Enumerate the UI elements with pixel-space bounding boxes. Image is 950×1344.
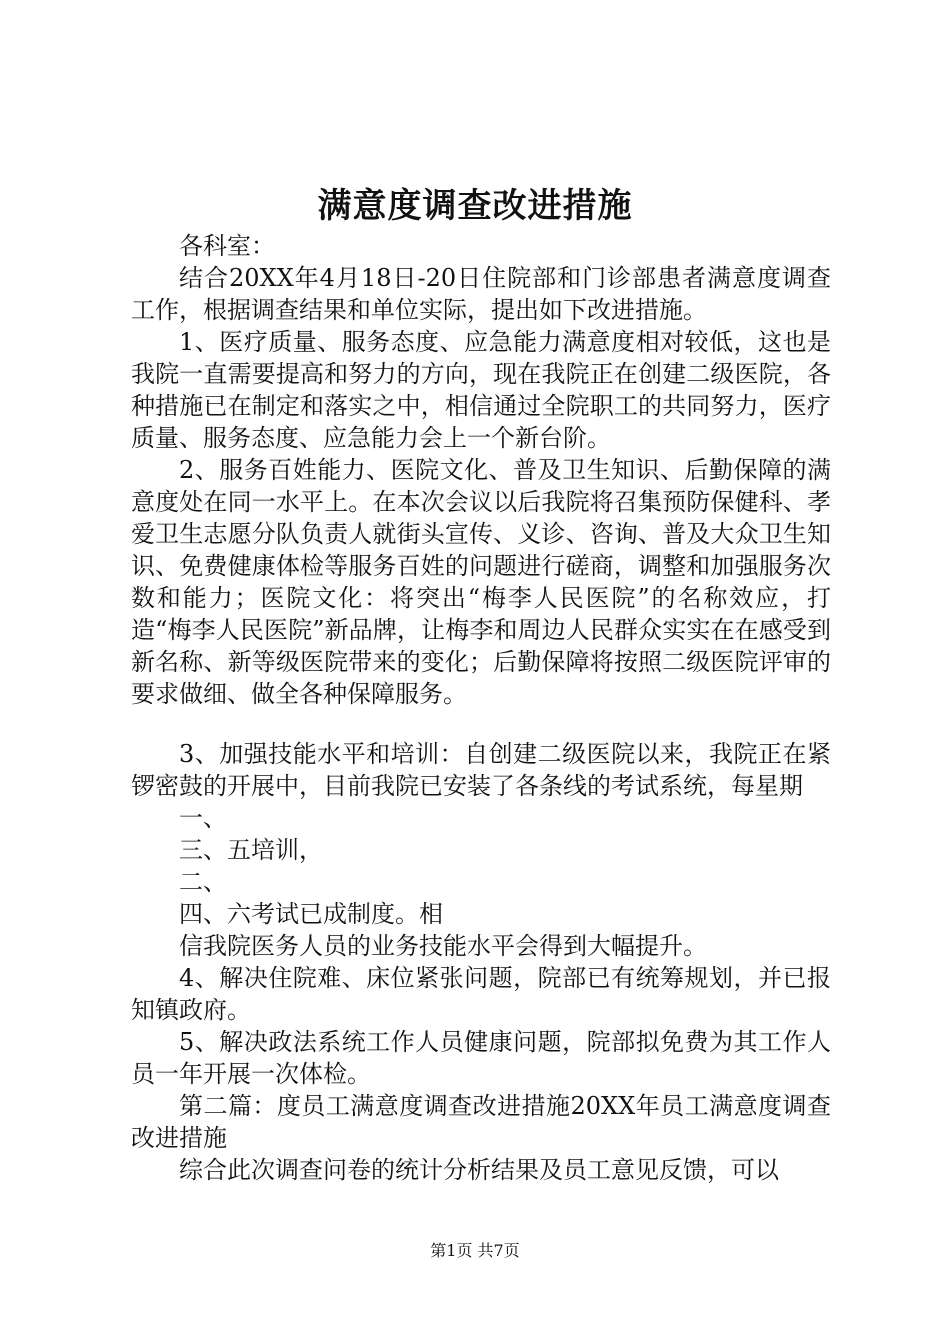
second-article-heading: 第二篇：度员工满意度调查改进措施20XX年员工满意度调查改进措施 <box>131 1092 831 1152</box>
paragraph-gap <box>131 710 831 738</box>
measure-3-paragraph: 3、加强技能水平和培训：自创建二级医院以来，我院正在紧锣密鼓的开展中，目前我院已安装了各条线的考试系统，每星期 <box>131 740 831 800</box>
schedule-line-5: 信我院医务人员的业务技能水平会得到大幅提升。 <box>179 932 707 960</box>
measure-5-paragraph: 5、解决政法系统工作人员健康问题，院部拟免费为其工作人员一年开展一次体检。 <box>131 1028 831 1088</box>
schedule-line-3: 二、 <box>179 868 227 896</box>
second-article-intro: 综合此次调查问卷的统计分析结果及员工意见反馈，可以 <box>179 1156 779 1184</box>
schedule-line-1: 一、 <box>179 804 227 832</box>
schedule-line-4: 四、六考试已成制度。相 <box>179 900 443 928</box>
document-title: 满意度调查改进措施 <box>317 186 633 226</box>
measure-4-paragraph: 4、解决住院难、床位紧张问题，院部已有统筹规划，并已报知镇政府。 <box>131 964 831 1024</box>
document-body <box>131 230 831 1186</box>
intro-paragraph: 结合20XX年4月18日-20日住院部和门诊部患者满意度调查工作，根据调查结果和单位实际，提出如下改进措施。 <box>131 264 831 324</box>
salutation: 各科室： <box>179 232 275 260</box>
measure-1-paragraph: 1、医疗质量、服务态度、应急能力满意度相对较低，这也是我院一直需要提高和努力的方向，现在我院正在创建二级医院，各种措施已在制定和落实之中，相信通过全院职工的共同努力，医疗质量、服务态度、应急能力会上一个新台阶。 <box>131 328 831 452</box>
measure-2-paragraph: 2、服务百姓能力、医院文化、普及卫生知识、后勤保障的满意度处在同一水平上。在本次会议以后我院将召集预防保健科、孝爱卫生志愿分队负责人就街头宣传、义诊、咨询、普及大众卫生知识、免费健康体检等服务百姓的问题进行磋商，调整和加强服务次数和能力；医院文化：将突出“梅李人民医院”的名称效应，打造“梅李人民医院”新品牌，让梅李和周边人民群众实实在在感受到新名称、新等级医院带来的变化；后勤保障将按照二级医院评审的要求做细、做全各种保障服务。 <box>131 456 831 708</box>
page-number-footer: 第1页 共7页 <box>430 1241 520 1260</box>
schedule-line-2: 三、五培训， <box>179 836 323 864</box>
